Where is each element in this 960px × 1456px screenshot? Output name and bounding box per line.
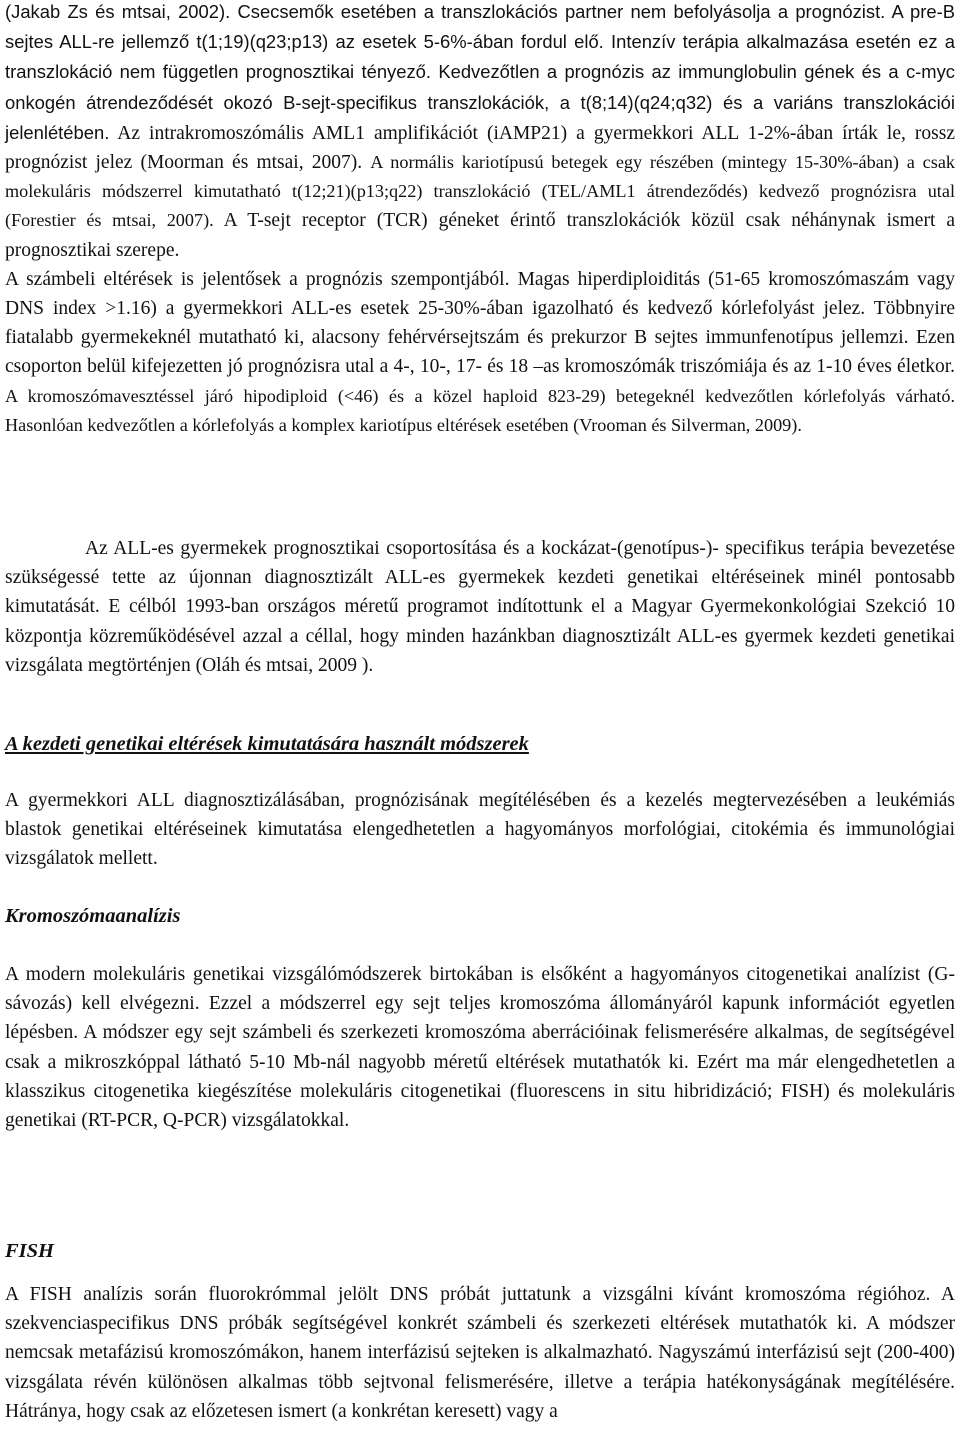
intro-sentence-5: A számbeli eltérések is jelentősek a prognózis szempontjából.: [5, 268, 510, 290]
intro-sentence-4: A T-sejt receptor (TCR) géneket érintő transzlokációk közül csak néhánynak ismert a prognosztikai szerepe.: [5, 210, 955, 261]
karyotype-paragraph: A modern molekuláris genetikai vizsgálómódszerek birtokában is elsőként a hagyományos citogenetikai analízist (G-sávozás) kell elvégezni. Ezzel a módszerrel egy sejt teljes kromoszóma állományáról kapunk információt egyetlen lépésben. A módszer egy sejt számbeli és szerkezeti kromoszóma aberrációinak felismerésére alkalmas, de segítségével csak a mikroszkóppal látható 5-10 Mb-nál nagyobb méretű eltérések mutathatók ki. Ezért ma már elengedhetetlen a klasszikus citogenetika kiegészítése molekuláris citogenetikai (fluorescens in situ hibridizáció; FISH) és molekuláris genetikai (RT-PCR, Q-PCR) vizsgálatokkal.: [5, 964, 955, 1132]
intro-sentence-6: Magas hiperdiploiditás (51-65 kromoszómaszám vagy DNS index >1.16) a gyermekkori ALL-es esetek 25-30%-ában igazolható és kedvező kórlefolyást jelez. Többnyire fiatalabb gyermekeknél mutatható ki, alacsony fehérvérsejtszám és prekurzor B sejtes immunfenotípus jellemzi. Ezen csoporton belül kifejezetten jó prognózisra utal a 4-, 10-, 17- és 18 –as kromoszómák triszómiája és az 1-10 éves életkor.: [5, 268, 955, 378]
intro-sentence-8: Hasonlóan kedvezőtlen a kórlefolyás a komplex kariotípus eltérések esetében (Vrooman és Silverman, 2009).: [5, 414, 802, 435]
intro-sentence-2: Az intrakromoszómális AML1 amplifikációt (iAMP21) a gyermekkori ALL 1-2%-ában írták le, rossz prognózist jelez (Moorman és mtsai, 2007).: [5, 122, 955, 174]
intro-sentence-1: (Jakab Zs és mtsai, 2002). Csecsemők esetében a transzlokációs partner nem befolyásolja a prognózist. A pre-B sejtes ALL-re jellemző t(1;19)(q23;p13) az esetek 5-6%-ában fordul elő. Intenzív terápia alkalmazása esetén ez a transzlokáció nem független prognosztikai tényező. Kedvezőtlen a prognózis az immunglobulin gének és a c-myc onkogén átrendeződését okozó B-sejt-specifikus transzlokációk, a t(8;14)(q24;q32) és a variáns transzlokációi jelenlétében.: [5, 1, 955, 143]
fish-paragraph: A FISH analízis során fluorokrómmal jelölt DNS próbát juttatunk a vizsgálni kívánt kromoszóma régióhoz. A szekvenciaspecifikus DNS próbák segítségével konkrét számbeli és szerkezeti eltérések mutathatók ki. A módszer nemcsak metafázisú kromoszómákon, hanem interfázisú sejteken is alkalmazható. Nagyszámú interfázisú sejt (200-400) vizsgálata révén különösen alkalmas több sejtvonal felismerésére, illetve a terápia hatékonyságának megítélésére. Hátránya, hogy csak az előzetesen ismert (a konkrétan keresett) vagy a: [5, 1284, 955, 1422]
fish-heading: FISH: [5, 1240, 54, 1262]
methods-heading: A kezdeti genetikai eltérések kimutatására használt módszerek: [5, 733, 529, 755]
intro-paragraph: [5, 0, 955, 440]
intro-sentence-3: A normális kariotípusú betegek egy részében (mintegy 15-30%-ában) a csak molekuláris módszerrel kimutatható t(12;21)(p13;q22) transzlokáció (TEL/AML1 átrendeződés) kedvező prognózisra utal (Forestier és mtsai, 2007).: [5, 152, 955, 231]
grouping-paragraph: Az ALL-es gyermekek prognosztikai csoportosítása és a kockázat-(genotípus-)- specifikus terápia bevezetése szükségessé tette az újonnan diagnosztizált ALL-es gyermekek kezdeti genetikai eltéréseinek minél pontosabb kimutatását. E célból 1993-ban országos méretű programot indítottunk el a Magyar Gyermekonkológiai Szekció 10 központja közreműködésével azzal a céllal, hogy minden hazánkban diagnosztizált ALL-es gyermek kezdeti genetikai vizsgálata megtörténjen (Oláh és mtsai, 2009 ).: [5, 538, 955, 676]
karyotype-heading: Kromoszómaanalízis: [5, 905, 181, 927]
methods-paragraph: A gyermekkori ALL diagnosztizálásában, prognózisának megítélésében és a kezelés megtervezésében a leukémiás blastok genetikai eltéréseinek kimutatása elengedhetetlen a hagyományos morfológiai, citokémia és immunológiai vizsgálatok mellett.: [5, 790, 955, 870]
intro-sentence-7: A kromoszómavesztéssel járó hipodiploid (<46) és a közel haploid 823-29) betegeknél kedvezőtlen kórlefolyás várható.: [5, 385, 955, 406]
